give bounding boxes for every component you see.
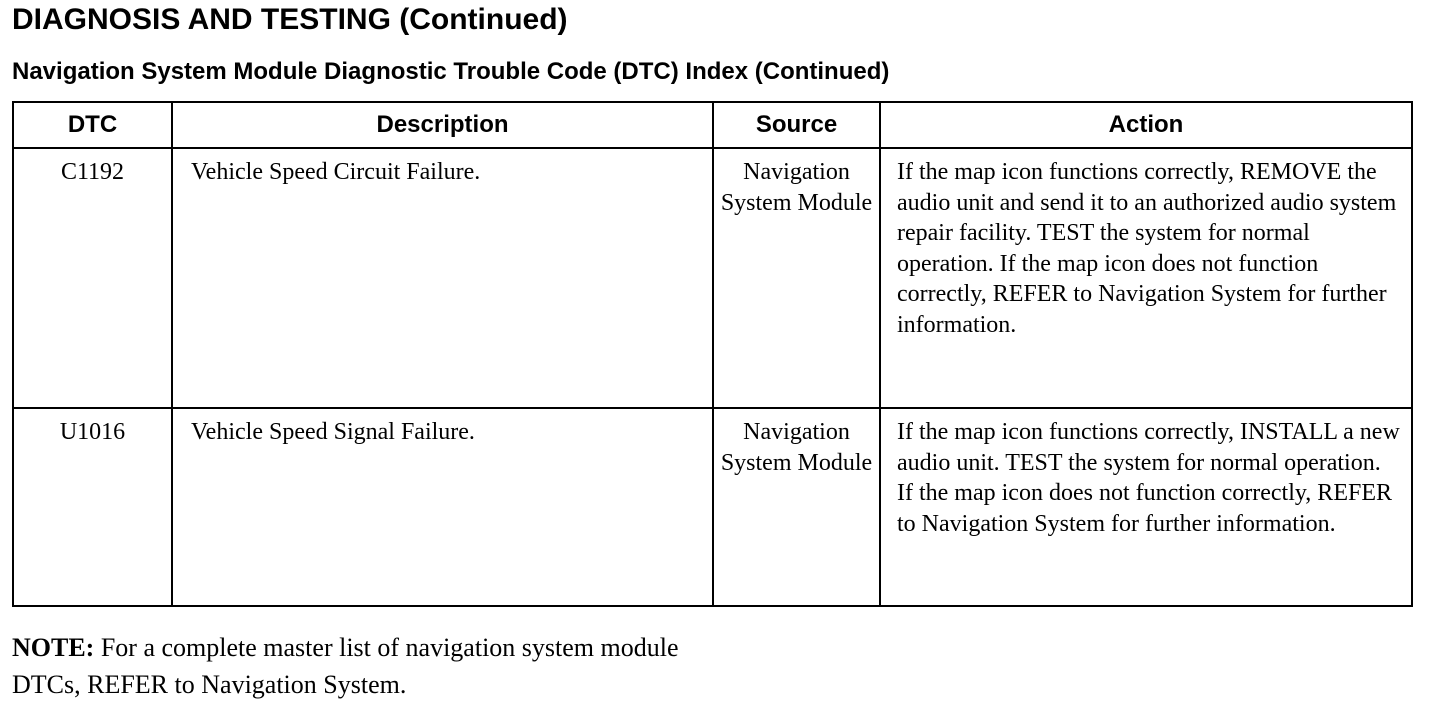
description-cell: Vehicle Speed Circuit Failure. — [172, 148, 713, 408]
table-row — [13, 408, 1412, 606]
note-paragraph — [12, 629, 692, 703]
note-text: For a complete master list of navigation system module DTCs, REFER to Navigation System. — [12, 633, 679, 699]
description-cell: Vehicle Speed Signal Failure. — [172, 408, 713, 606]
column-header-description: Description — [172, 102, 713, 148]
table-row — [13, 148, 1412, 408]
dtc-code-cell: C1192 — [13, 148, 172, 408]
page-title: DIAGNOSIS AND TESTING (Continued) — [12, 3, 568, 36]
column-header-action: Action — [880, 102, 1412, 148]
note-label: NOTE: — [12, 633, 95, 662]
source-cell: Navigation System Module — [713, 148, 880, 408]
dtc-code-cell: U1016 — [13, 408, 172, 606]
column-header-source: Source — [713, 102, 880, 148]
action-cell: If the map icon functions correctly, REMOVE the audio unit and send it to an authorized audio system repair facility. TEST the system for normal operation. If the map icon does not function correctly, REFER to Navigation System for further information. — [880, 148, 1412, 408]
dtc-index-table — [12, 101, 1413, 607]
column-header-dtc: DTC — [13, 102, 172, 148]
action-cell: If the map icon functions correctly, INSTALL a new audio unit. TEST the system for normal operation. If the map icon does not function correctly, REFER to Navigation System for further information. — [880, 408, 1412, 606]
table-title: Navigation System Module Diagnostic Trouble Code (DTC) Index (Continued) — [12, 58, 890, 85]
source-cell: Navigation System Module — [713, 408, 880, 606]
table-header-row — [13, 102, 1412, 148]
